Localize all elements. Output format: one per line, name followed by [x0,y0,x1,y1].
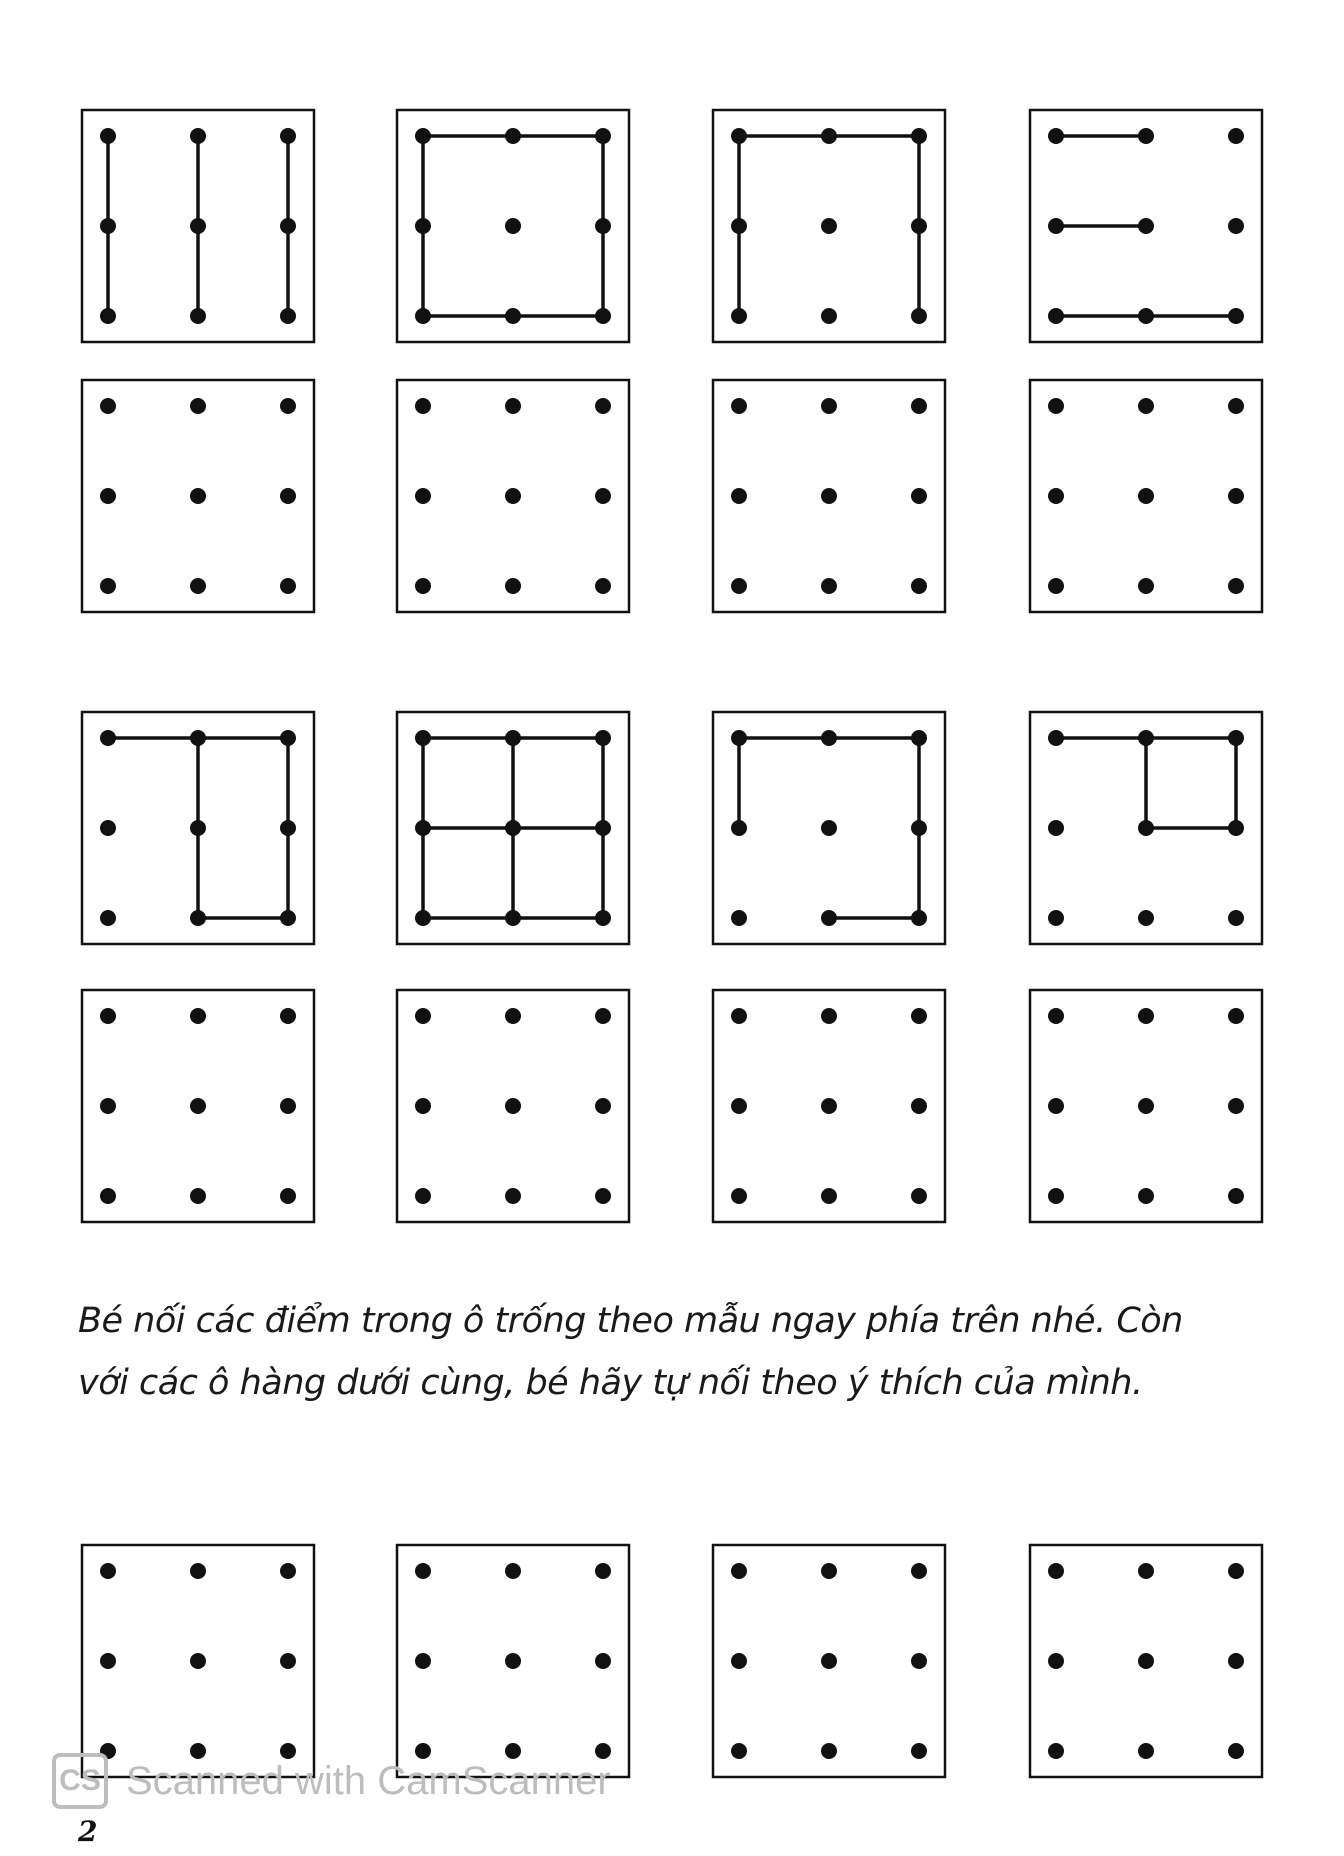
dot [1228,1188,1244,1204]
dot [821,1563,837,1579]
dot [100,488,116,504]
dot [911,1743,927,1759]
dot [1228,1098,1244,1114]
dot [911,1098,927,1114]
dot [280,1098,296,1114]
dot [595,1188,611,1204]
dot-box [397,110,629,342]
dot [731,820,747,836]
dot [1228,488,1244,504]
page-number: 2 [78,1815,98,1848]
dot [1228,1563,1244,1579]
dot-box [713,712,945,944]
dot [505,730,521,746]
dot [911,1188,927,1204]
dot-box [397,990,629,1222]
dot [911,578,927,594]
dot [505,820,521,836]
dot [821,398,837,414]
dot [1048,730,1064,746]
dot [911,218,927,234]
dot [280,578,296,594]
dot [1228,910,1244,926]
dot [731,730,747,746]
dot [505,910,521,926]
dot [190,218,206,234]
dot [731,910,747,926]
dot [595,730,611,746]
dot-box [713,380,945,612]
dot [100,1188,116,1204]
watermark-text: Scanned with CamScanner [126,1758,611,1803]
dot [1138,730,1154,746]
dot-box [713,1545,945,1777]
dot [415,1563,431,1579]
dot [911,910,927,926]
dot [1138,1653,1154,1669]
dot [1228,218,1244,234]
dot [595,308,611,324]
dot [731,1653,747,1669]
dot [1048,1563,1064,1579]
dot [1048,218,1064,234]
dot [1228,820,1244,836]
dot [190,128,206,144]
dot [731,578,747,594]
dot [731,1188,747,1204]
dot [280,488,296,504]
dot [1048,488,1064,504]
dot [280,1653,296,1669]
dot [1138,308,1154,324]
dot [1228,128,1244,144]
dot [731,1563,747,1579]
dot [1138,1743,1154,1759]
dot-box [713,990,945,1222]
dot [595,820,611,836]
dot [415,308,431,324]
dot [731,1098,747,1114]
dot [1138,488,1154,504]
dot [280,308,296,324]
dot [415,820,431,836]
instruction-text [78,1290,1298,1414]
dot [1048,578,1064,594]
dot [595,488,611,504]
dot [1138,910,1154,926]
dot [731,1008,747,1024]
dot-box [1030,712,1262,944]
dot [911,398,927,414]
dot [911,820,927,836]
dot [190,730,206,746]
camscanner-logo-icon: CS [52,1753,108,1809]
dot [190,910,206,926]
dot [100,910,116,926]
dot [280,1008,296,1024]
dot [100,820,116,836]
dot [415,1098,431,1114]
dot [595,1008,611,1024]
dot [415,218,431,234]
dot [821,488,837,504]
dot [190,1098,206,1114]
dot [595,398,611,414]
dot [190,398,206,414]
dot-box [397,1545,629,1777]
dot-box [82,110,314,342]
dot-box [1030,110,1262,342]
dot [100,578,116,594]
dot [821,730,837,746]
dot [505,1563,521,1579]
dot [280,1188,296,1204]
instruction-line-2: với các ô hàng dưới cùng, bé hãy tự nối theo ý thích của mình. [78,1363,1143,1403]
dot [731,218,747,234]
dot [1048,308,1064,324]
dot [731,308,747,324]
dot [415,398,431,414]
dot [821,578,837,594]
dot [821,820,837,836]
dot-box [82,380,314,612]
dot [280,730,296,746]
dot [911,488,927,504]
dot [100,730,116,746]
dot [1048,1008,1064,1024]
dot-box [1030,380,1262,612]
dot [1048,1653,1064,1669]
dot [415,1188,431,1204]
dot [415,910,431,926]
dot [505,578,521,594]
dot [595,218,611,234]
dot [1228,1743,1244,1759]
dot [505,128,521,144]
dot [190,820,206,836]
dot [1048,820,1064,836]
dot [1228,1653,1244,1669]
dot [100,398,116,414]
dot [821,910,837,926]
dot [100,1098,116,1114]
dot [280,820,296,836]
dot [1048,1743,1064,1759]
dot [1228,1008,1244,1024]
dot-box [397,712,629,944]
dot [1138,1188,1154,1204]
dot [100,1563,116,1579]
dot [911,730,927,746]
dot [821,1743,837,1759]
dot [595,910,611,926]
dot-box [82,1545,314,1777]
dot [1138,1008,1154,1024]
dot [731,398,747,414]
dot [821,308,837,324]
dot [1138,578,1154,594]
dot [415,488,431,504]
dot-box [82,990,314,1222]
dot [100,1008,116,1024]
dot [280,218,296,234]
dot-box [713,110,945,342]
dot [821,1653,837,1669]
dot [1048,1098,1064,1114]
dot [100,128,116,144]
dot [505,308,521,324]
dot [731,1743,747,1759]
dot [415,1653,431,1669]
dot [911,128,927,144]
dot [595,1563,611,1579]
dot [415,578,431,594]
dot [595,1653,611,1669]
dot [280,910,296,926]
dot [911,1653,927,1669]
dot [280,1563,296,1579]
dot [1228,578,1244,594]
dot [1138,128,1154,144]
dot [505,1188,521,1204]
dot [911,308,927,324]
dot [595,578,611,594]
dot-box [1030,1545,1262,1777]
dot-box [82,712,314,944]
dot [505,1653,521,1669]
dot [821,1008,837,1024]
dot [280,398,296,414]
dot [911,1563,927,1579]
dot [1228,398,1244,414]
dot-box [397,380,629,612]
dot [1228,730,1244,746]
dot [190,308,206,324]
instruction-line-1: Bé nối các điểm trong ô trống theo mẫu ngay phía trên nhé. Còn [78,1301,1183,1341]
dot [911,1008,927,1024]
dot [1228,308,1244,324]
dot [821,1188,837,1204]
dot [505,488,521,504]
dot [1138,1098,1154,1114]
dot [1048,1188,1064,1204]
dot [505,218,521,234]
dot [595,128,611,144]
dot [1048,128,1064,144]
dot [100,1653,116,1669]
dot [100,308,116,324]
dot [1138,218,1154,234]
dot [190,488,206,504]
dot [280,128,296,144]
dot [821,1098,837,1114]
dot [415,730,431,746]
dot [1048,398,1064,414]
dot [731,128,747,144]
dot [505,1098,521,1114]
dot [1138,1563,1154,1579]
dot [1048,910,1064,926]
camscanner-watermark [52,1750,611,1812]
dot [415,128,431,144]
dot [505,398,521,414]
dot [595,1098,611,1114]
dot [100,218,116,234]
dot [190,578,206,594]
dot [821,128,837,144]
dot [731,488,747,504]
dot [415,1008,431,1024]
dot [190,1563,206,1579]
dot [1138,398,1154,414]
dot-box [1030,990,1262,1222]
dot [505,1008,521,1024]
dot [190,1188,206,1204]
dot [190,1008,206,1024]
dot [821,218,837,234]
dot [190,1653,206,1669]
dot [1138,820,1154,836]
